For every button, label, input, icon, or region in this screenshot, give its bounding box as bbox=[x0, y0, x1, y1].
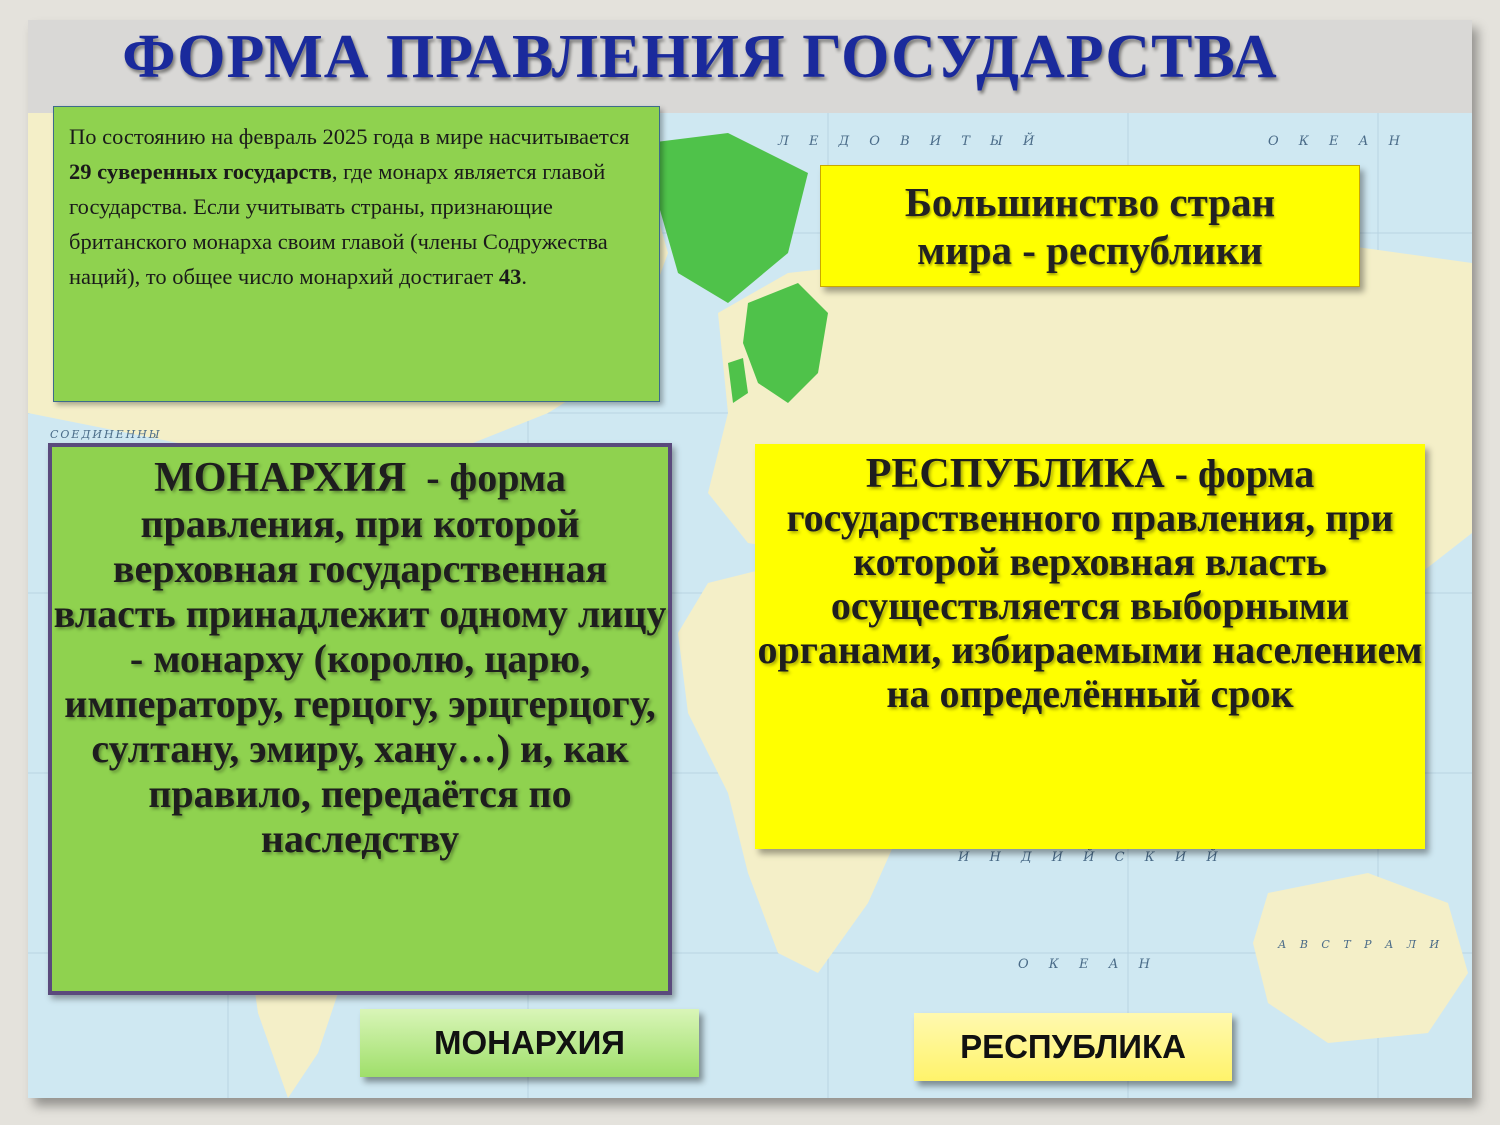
monarchy-term: МОНАРХИЯ bbox=[154, 455, 407, 501]
map-label-us: СОЕДИНЕННЫ bbox=[50, 428, 162, 441]
map-label-arctic: Л Е Д О В И Т Ы Й bbox=[778, 134, 1043, 149]
majority-republics-box bbox=[820, 165, 1360, 287]
majority-line-1: Большинство стран bbox=[904, 179, 1276, 225]
monarchy-count-info bbox=[53, 106, 660, 402]
monarchy-definition-text: - форма правления, при которой верховная государственная власть принадлежит одному лицу - монарху (королю, царю, императору, герцогу, эрцгерцогу, султану, эмиру, хану…) и, как правило, передаётся по наследству bbox=[53, 455, 677, 861]
info-bold-total-count: 43 bbox=[498, 264, 522, 289]
map-label-australia: А В С Т Р А Л И bbox=[1278, 938, 1445, 951]
legend-monarchy-button[interactable]: МОНАРХИЯ bbox=[360, 1009, 699, 1077]
map-label-indian: И Н Д И Й С К И Й bbox=[958, 850, 1226, 865]
monarchy-definition bbox=[48, 443, 677, 995]
republic-definition-text: - форма государственного правления, при которой верховная власть осуществляется выборными органами, избираемыми населением на определённый срок bbox=[757, 451, 1423, 716]
republic-term: РЕСПУБЛИКА bbox=[865, 451, 1165, 497]
republic-definition bbox=[755, 444, 1425, 849]
info-text-2: , где монарх является главой государства. Если учитывать страны, признающие британского монарха своим главой (члены Содружества наций), то общее число монархий достигает bbox=[69, 159, 608, 289]
map-label-ocean-bottom: О К Е А Н bbox=[1018, 957, 1158, 972]
majority-line-2: мира - республики bbox=[917, 227, 1263, 273]
legend-republic-button[interactable]: РЕСПУБЛИКА bbox=[914, 1013, 1232, 1081]
map-label-ocean-top: О К Е А Н bbox=[1268, 134, 1408, 149]
page-title: ФОРМА ПРАВЛЕНИЯ ГОСУДАРСТВА bbox=[122, 23, 1278, 91]
info-bold-sovereign-count: 29 суверенных государств bbox=[69, 159, 332, 184]
info-text-3: . bbox=[521, 264, 527, 289]
info-text-1: По состоянию на февраль 2025 года в мире насчитывается bbox=[69, 124, 630, 149]
